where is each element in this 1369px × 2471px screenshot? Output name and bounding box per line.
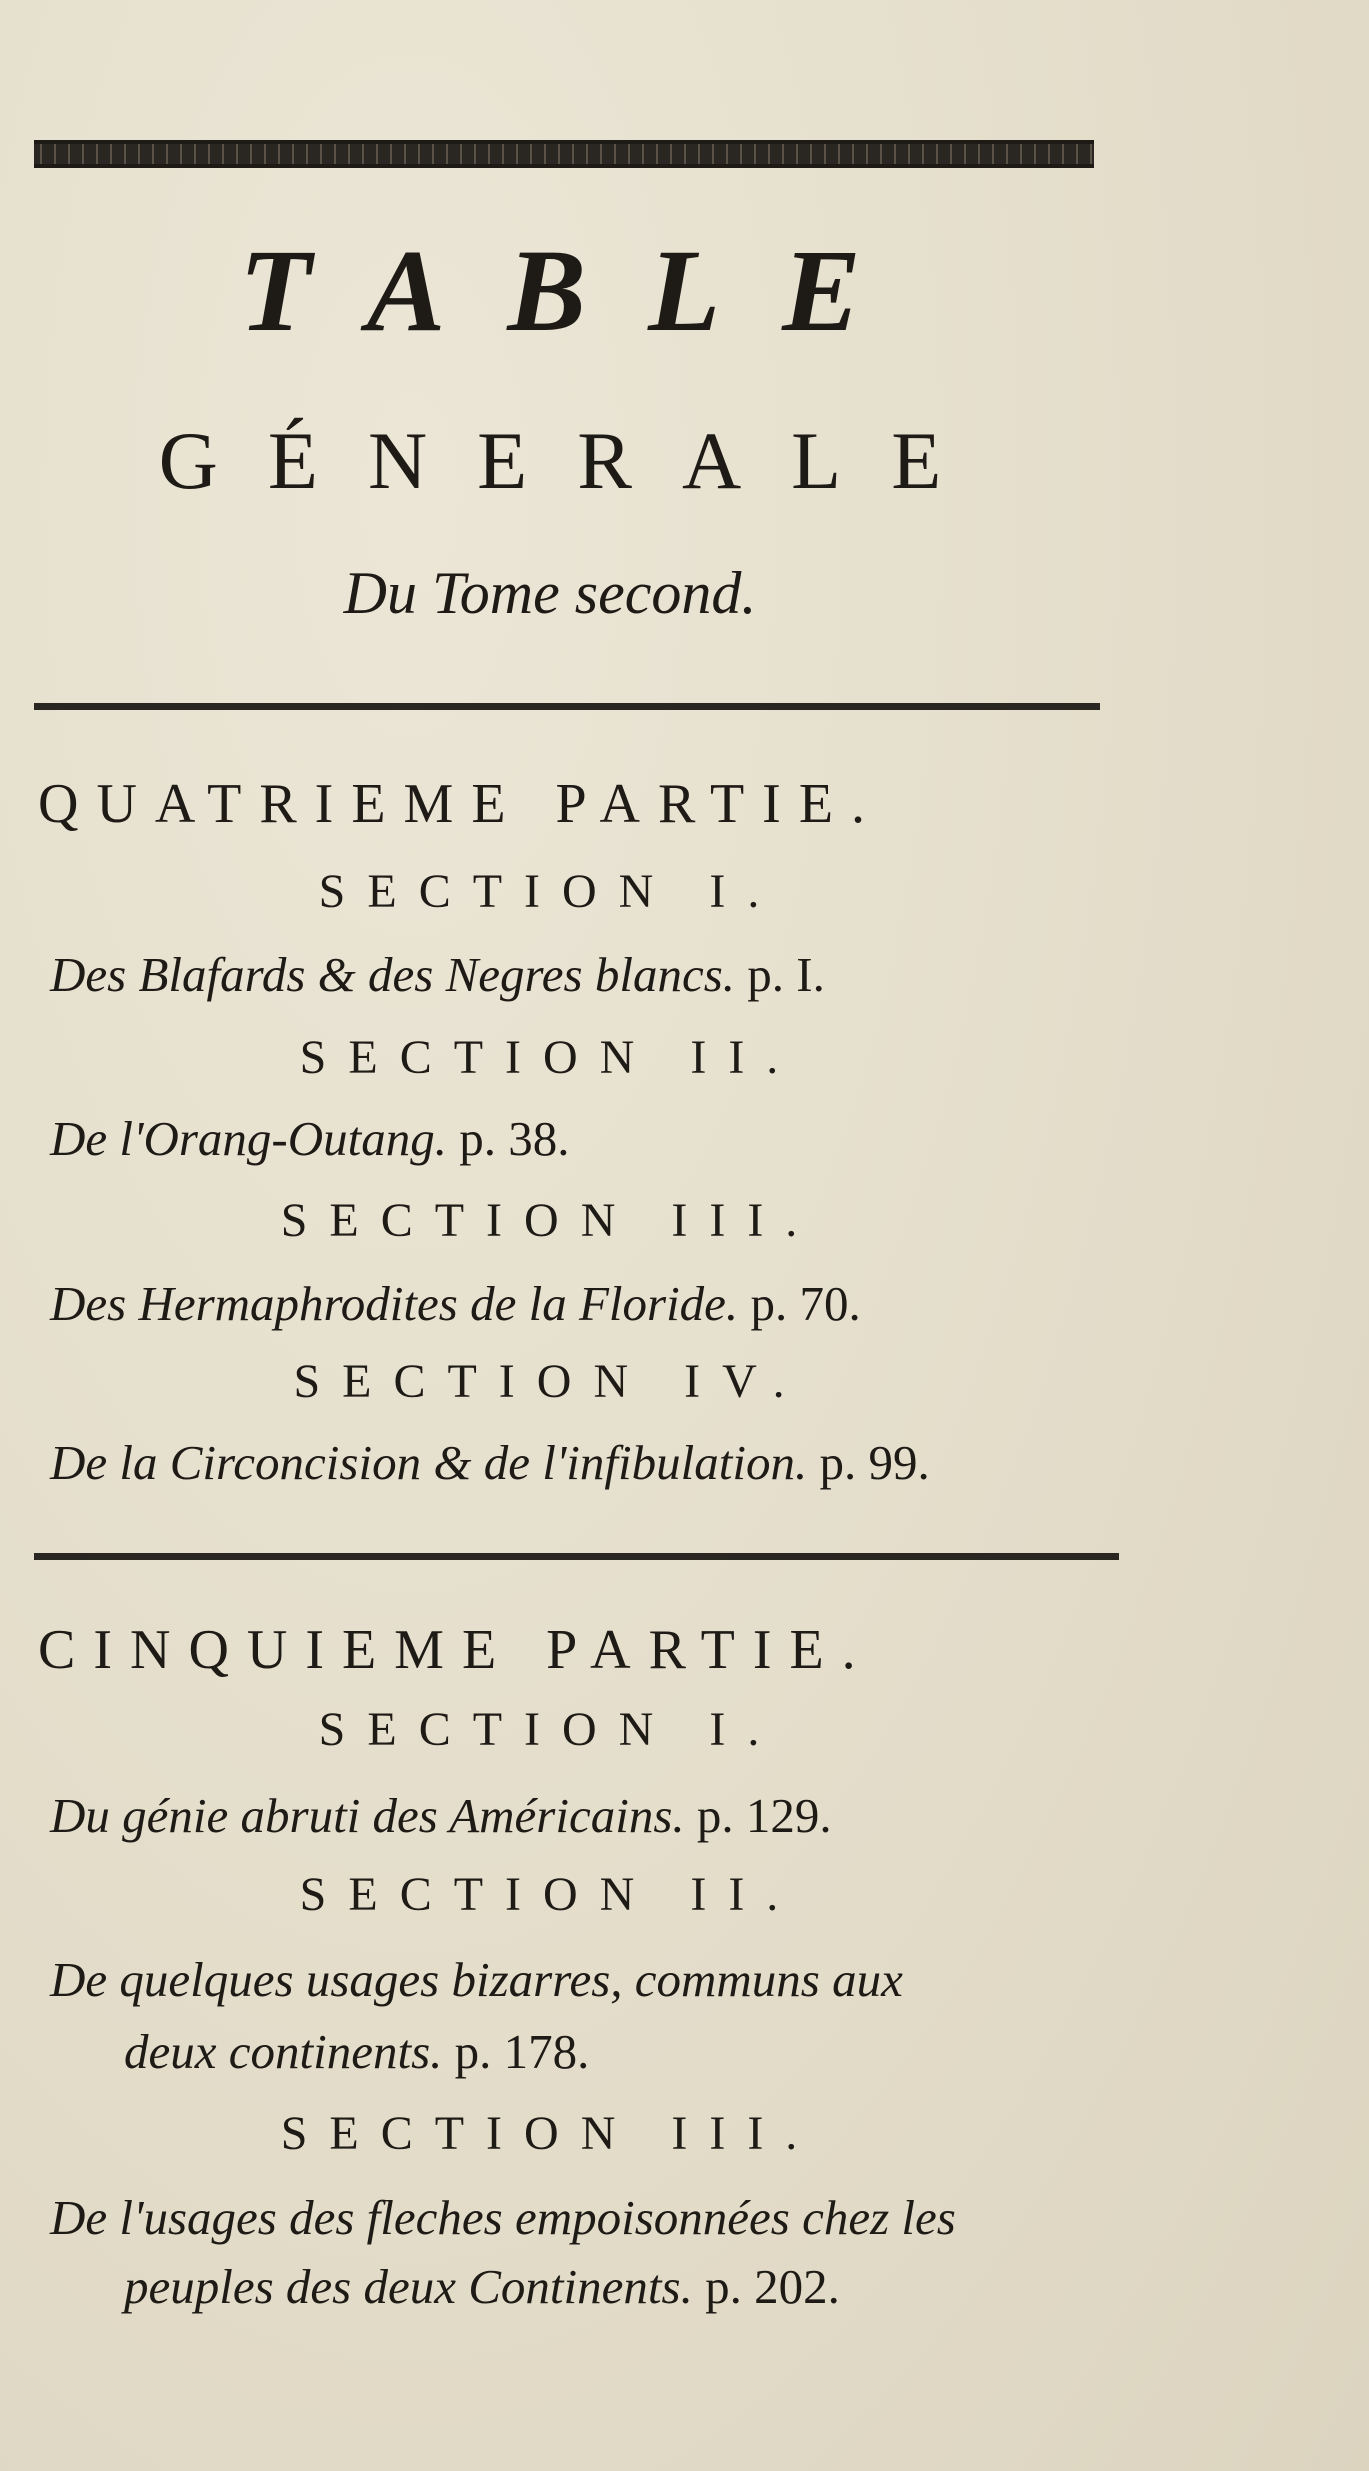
- entry-title: Des Blafards & des Negres blancs.: [50, 947, 736, 1002]
- entry-title: De la Circoncision & de l'infibulation.: [50, 1435, 808, 1490]
- entry-page: p. 38.: [459, 1111, 570, 1166]
- part5-section2-heading: SECTION II.: [299, 1868, 801, 1921]
- entry-title: Du génie abruti des Américains.: [50, 1788, 685, 1843]
- title-table: TABLE: [239, 225, 923, 356]
- entry-page: p. 129.: [696, 1788, 832, 1843]
- top-ornamental-rule: [34, 140, 1094, 168]
- entry-title: De l'Orang-Outang.: [50, 1111, 448, 1166]
- part5-section2-entry-line1: De quelques usages bizarres, communs aux: [50, 1952, 903, 2007]
- part5-section3-entry-line1: De l'usages des fleches empoisonnées chez les: [50, 2190, 956, 2245]
- entry-page: p. 99.: [819, 1435, 930, 1490]
- divider-rule-2: [34, 1553, 1119, 1560]
- entry-page: p. 70.: [750, 1276, 861, 1331]
- part4-section4-entry: [50, 1435, 930, 1490]
- part5-section3-entry-line2: [124, 2259, 840, 2314]
- part5-heading: CINQUIEME PARTIE.: [38, 1619, 874, 1681]
- part4-section2-entry: [50, 1111, 570, 1166]
- title-generale: GÉNERALE: [158, 415, 992, 506]
- title-volume: Du Tome second.: [343, 560, 757, 626]
- part4-section2-heading: SECTION II.: [299, 1031, 801, 1084]
- entry-title: Des Hermaphrodites de la Floride.: [50, 1276, 739, 1331]
- part5-section1-entry: [50, 1788, 832, 1843]
- part4-section4-heading: SECTION IV.: [293, 1355, 807, 1408]
- part4-heading: QUATRIEME PARTIE.: [38, 773, 884, 835]
- entry-page: p. 202.: [705, 2259, 840, 2314]
- entry-title: peuples des deux Continents.: [124, 2259, 693, 2314]
- part4-section3-heading: SECTION III.: [280, 1194, 820, 1247]
- part4-section1-heading: SECTION I.: [318, 865, 782, 918]
- entry-page: p. 178.: [454, 2024, 590, 2079]
- divider-rule-1: [34, 703, 1100, 710]
- part4-section1-entry: [50, 947, 825, 1002]
- part5-section2-entry-line2: [124, 2024, 590, 2079]
- entry-page: p. I.: [747, 947, 825, 1002]
- part5-section3-heading: SECTION III.: [280, 2107, 820, 2160]
- entry-title: deux continents.: [124, 2024, 443, 2079]
- part4-section3-entry: [50, 1276, 861, 1331]
- part5-section1-heading: SECTION I.: [318, 1703, 782, 1756]
